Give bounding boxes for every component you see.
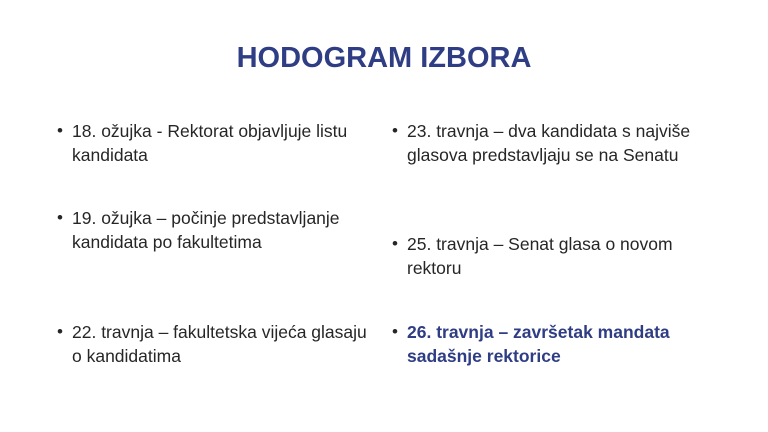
bullet-icon: • bbox=[57, 121, 63, 140]
timeline-item-right-1 bbox=[392, 119, 707, 167]
slide-title: HODOGRAM IZBORA bbox=[236, 42, 532, 74]
timeline-item-text: 25. travnja – Senat glasa o novom rektoru bbox=[407, 234, 673, 278]
bullet-icon: • bbox=[392, 322, 398, 341]
timeline-item-left-2 bbox=[57, 206, 362, 254]
timeline-item-text: 18. ožujka - Rektorat objavljuje listu kandidata bbox=[72, 121, 348, 165]
timeline-item-right-2 bbox=[392, 232, 707, 280]
timeline-item-right-3-highlighted bbox=[392, 320, 727, 368]
timeline-item-left-3 bbox=[57, 320, 372, 368]
timeline-item-left-1 bbox=[57, 119, 372, 167]
timeline-item-text: 22. travnja – fakultetska vijeća glasaju o kandidatima bbox=[72, 322, 367, 366]
bullet-icon: • bbox=[392, 121, 398, 140]
timeline-item-text: 26. travnja – završetak mandata sadašnje rektorice bbox=[407, 322, 670, 366]
bullet-icon: • bbox=[57, 208, 63, 227]
timeline-item-text: 19. ožujka – počinje predstavljanje kandidata po fakultetima bbox=[72, 208, 340, 252]
bullet-icon: • bbox=[57, 322, 63, 341]
bullet-icon: • bbox=[392, 234, 398, 253]
timeline-item-text: 23. travnja – dva kandidata s najviše glasova predstavljaju se na Senatu bbox=[407, 121, 691, 165]
